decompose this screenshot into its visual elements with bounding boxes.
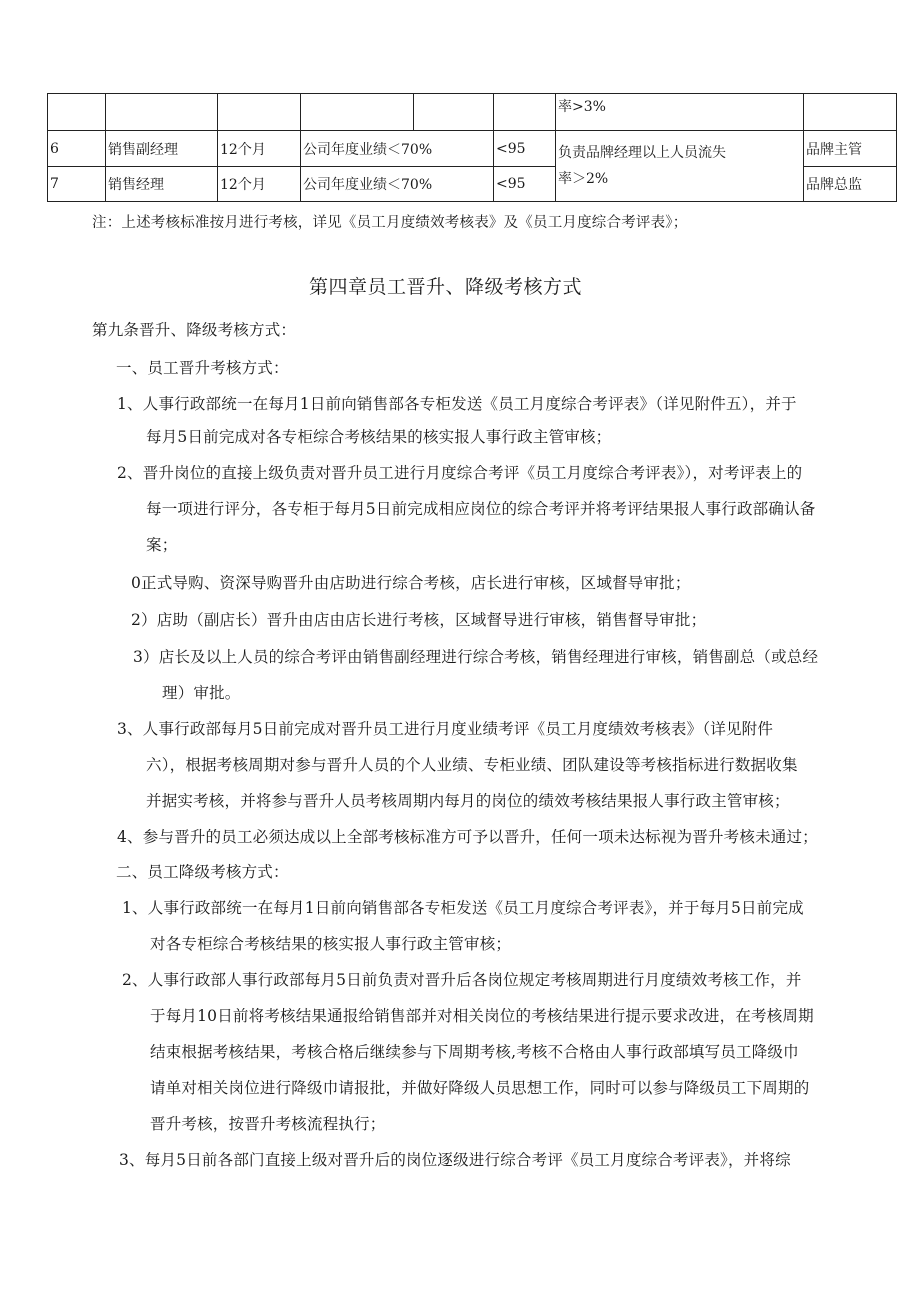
sub-item: 2）店助（副店长）晋升由店由店长进行考核，区域督导进行审核，销售督导审批； (131, 611, 707, 629)
table-note: 注：上述考核标准按月进行考核，详见《员工月度绩效考核表》及《员工月度综合考评表》； (92, 215, 688, 231)
paragraph: 3、每月5日前各部门直接上级对晋升后的岗位逐级进行综合考评《员工月度综合考评表》，并将综 (119, 1151, 791, 1169)
paragraph: 六），根据考核周期对参与晋升人员的个人业绩、专柜业绩、团队建设等考核指标进行数据收集 (146, 756, 798, 774)
section-title: 一、员工晋升考核方式： (116, 359, 289, 377)
sub-item: 理）审批。 (162, 684, 241, 702)
table-row (48, 131, 897, 167)
paragraph: 4、参与晋升的员工必须达成以上全部考核标准方可予以晋升，任何一项未达标视为晋升考核未通过； (117, 828, 818, 846)
position-title: 销售经理 (106, 167, 218, 202)
approver: 品牌主管 (804, 131, 897, 167)
score-criterion: <95 (494, 131, 556, 167)
section-title: 二、员工降级考核方式： (116, 863, 289, 881)
assessment-table (47, 93, 897, 202)
performance-criterion: 公司年度业绩＜70% (301, 131, 494, 167)
article-title: 第九条晋升、降级考核方式： (92, 321, 297, 339)
sub-item: 0正式导购、资深导购晋升由店助进行综合考核，店长进行审核，区域督导审批； (131, 574, 691, 592)
turnover-cell: 率>3% (556, 94, 804, 131)
paragraph: 3、人事行政部每月5日前完成对晋升员工进行月度业绩考评《员工月度绩效考核表》（详见附件 (117, 720, 774, 738)
paragraph: 2、人事行政部人事行政部每月5日前负责对晋升后各岗位规定考核周期进行月度绩效考核工作，并 (122, 971, 802, 989)
paragraph: 每一项进行评分，各专柜于每月5日前完成相应岗位的综合考评并将考评结果报人事行政部确认备 (146, 500, 816, 518)
paragraph: 晋升考核，按晋升考核流程执行； (150, 1115, 386, 1133)
table-row (48, 94, 897, 131)
row-number: 7 (48, 167, 106, 202)
position-title: 销售副经理 (106, 131, 218, 167)
paragraph: 结束根据考核结果，考核合格后继续参与下周期考核,考核不合格由人事行政部填写员工降级巾 (150, 1043, 799, 1061)
paragraph: 请单对相关岗位进行降级巾请报批，并做好降级人员思想工作，同时可以参与降级员工下周期的 (150, 1079, 810, 1097)
turnover-criterion: 负责品牌经理以上人员流失 率＞2% (556, 131, 804, 202)
paragraph: 对各专柜综合考核结果的核实报人事行政主管审核； (150, 935, 512, 953)
row-number: 6 (48, 131, 106, 167)
paragraph: 1、人事行政部统一在每月1日前向销售部各专柜发送《员工月度综合考评表》（详见附件五），并于 (117, 395, 797, 413)
paragraph: 并据实考核，并将参与晋升人员考核周期内每月的岗位的绩效考核结果报人事行政主管审核； (146, 792, 790, 810)
paragraph: 案； (146, 536, 178, 554)
score-criterion: <95 (494, 167, 556, 202)
chapter-title: 第四章员工晋升、降级考核方式 (309, 276, 583, 298)
sub-item: 3）店长及以上人员的综合考评由销售副经理进行综合考核，销售经理进行审核，销售副总（或总经 (133, 648, 819, 666)
approver: 品牌总监 (804, 167, 897, 202)
performance-criterion: 公司年度业绩＜70% (301, 167, 494, 202)
assessment-period: 12个月 (218, 131, 301, 167)
assessment-period: 12个月 (218, 167, 301, 202)
paragraph: 1、人事行政部统一在每月1日前向销售部各专柜发送《员工月度综合考评表》，并于每月5日前完成 (122, 899, 804, 917)
paragraph: 2、晋升岗位的直接上级负责对晋升员工进行月度综合考评《员工月度综合考评表》），对考评表上的 (117, 464, 803, 482)
paragraph: 于每月10日前将考核结果通报给销售部并对相关岗位的考核结果进行提示要求改进，在考核周期 (150, 1007, 814, 1025)
paragraph: 每月5日前完成对各专柜综合考核结果的核实报人事行政主管审核； (146, 428, 612, 446)
